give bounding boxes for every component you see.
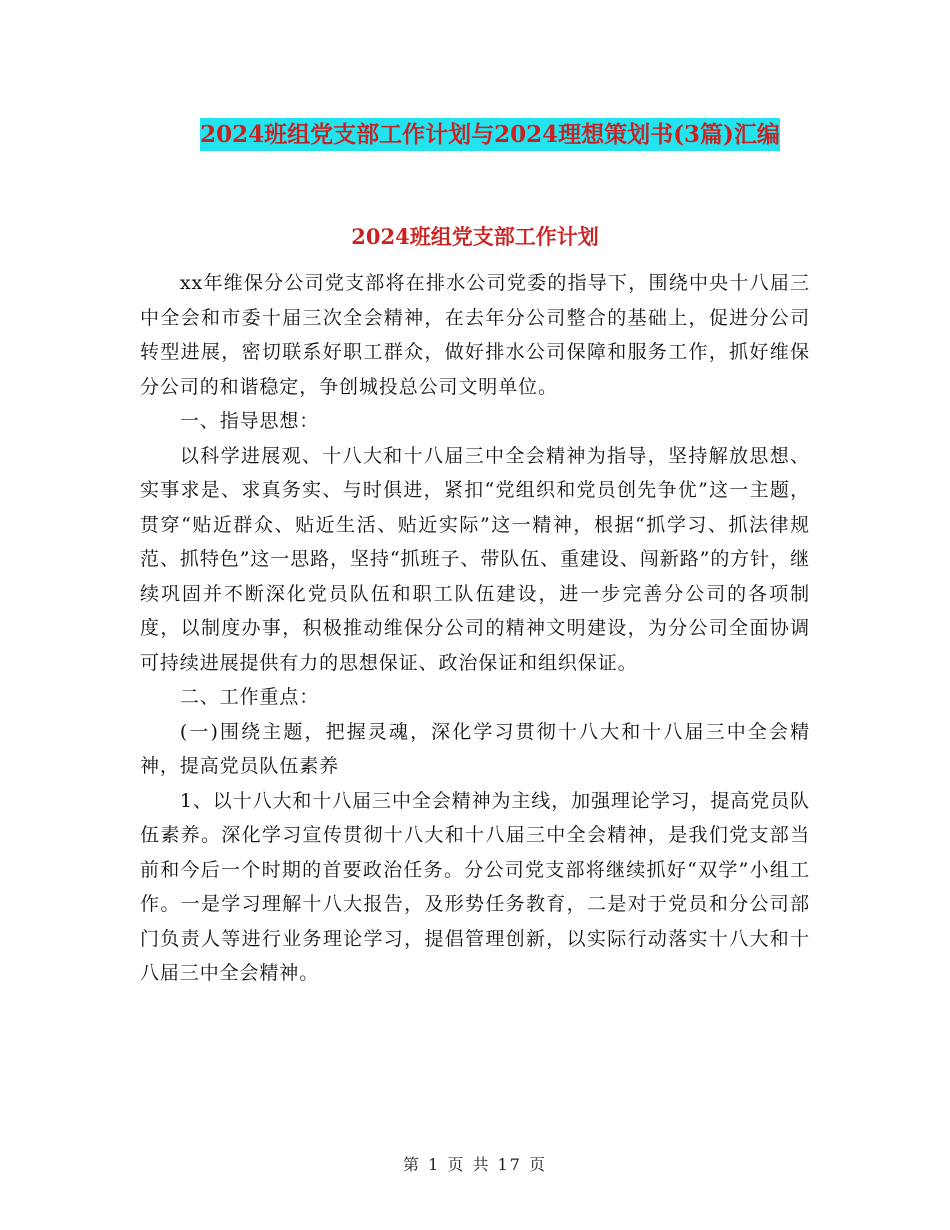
paragraph-intro: xx年维保分公司党支部将在排水公司党委的指导下，围绕中央十八届三中全会和市委十届三次全会精神，在去年分公司整合的基础上，促进分公司转型进展，密切联系好职工群众，做好排水公司保障和服务工作，抓好维保分公司的和谐稳定，争创城投总公司文明单位。 — [140, 272, 810, 398]
document-title-text: 2024班组党支部工作计划与2024理想策划书(3篇)汇编 — [200, 118, 780, 151]
document-body — [140, 266, 810, 991]
heading-work-focus: 二、工作重点： — [179, 686, 320, 708]
paragraph-focus-1: (一)围绕主题，把握灵魂，深化学习贯彻十八大和十八届三中全会精神，提高党员队伍素养 — [140, 720, 810, 777]
document-title — [150, 112, 830, 158]
page-footer: 第 1 页 共 17 页 — [403, 1155, 547, 1174]
section-title: 2024班组党支部工作计划 — [351, 224, 599, 249]
heading-guiding-ideology: 一、指导思想： — [179, 410, 320, 432]
paragraph-guiding-ideology: 以科学进展观、十八大和十八届三中全会精神为指导，坚持解放思想、实事求是、求真务实、与时俱进，紧扣“党组织和党员创先争优”这一主题，贯穿“贴近群众、贴近生活、贴近实际”这一精神，根据“抓学习、抓法律规范、抓特色”这一思路，坚持“抓班子、带队伍、重建设、闯新路”的方针，继续巩固并不断深化党员队伍和职工队伍建设，进一步完善分公司的各项制度，以制度办事，积极推动维保分公司的精神文明建设，为分公司全面协调可持续进展提供有力的思想保证、政治保证和组织保证。 — [140, 444, 810, 674]
paragraph-focus-1-item-1: 1、以十八大和十八届三中全会精神为主线，加强理论学习，提高党员队伍素养。深化学习宣传贯彻十八大和十八届三中全会精神，是我们党支部当前和今后一个时期的首要政治任务。分公司党支部将继续抓好“双学”小组工作。一是学习理解十八大报告，及形势任务教育，二是对于党员和分公司部门负责人等进行业务理论学习，提倡管理创新，以实际行动落实十八大和十八届三中全会精神。 — [140, 789, 810, 984]
